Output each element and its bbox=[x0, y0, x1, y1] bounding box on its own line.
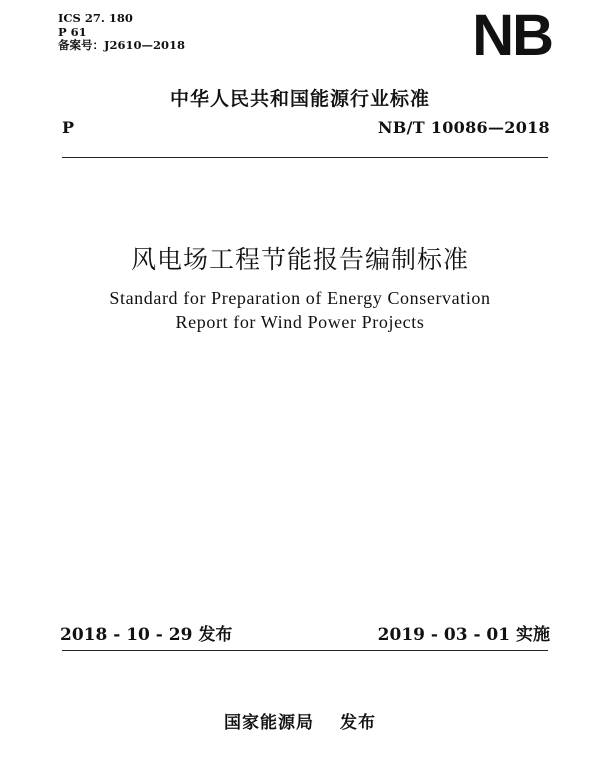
title-english bbox=[0, 286, 600, 334]
header-meta bbox=[58, 12, 185, 53]
issue-date: 2018 - 10 - 29 发布 bbox=[60, 625, 233, 645]
title-english-line1: Standard for Preparation of Energy Conservation bbox=[109, 288, 491, 308]
publisher-line bbox=[0, 708, 600, 733]
category-letter: P bbox=[62, 118, 75, 137]
nb-logo: NB bbox=[472, 3, 552, 68]
title-english-line2: Report for Wind Power Projects bbox=[175, 312, 425, 332]
standard-type: 中华人民共和国能源行业标准 bbox=[169, 88, 430, 110]
class-code: P 61 bbox=[58, 24, 87, 39]
ics-code: ICS 27. 180 bbox=[58, 11, 133, 25]
publisher-name: 国家能源局 bbox=[224, 713, 314, 733]
implementation-date: 2019 - 03 - 01 实施 bbox=[377, 625, 550, 645]
top-divider bbox=[62, 157, 548, 158]
title-chinese: 风电场工程节能报告编制标准 bbox=[130, 245, 469, 274]
record-number: 备案号：J2610—2018 bbox=[58, 38, 185, 52]
publisher-action: 发布 bbox=[340, 713, 376, 733]
standard-code: NB/T 10086—2018 bbox=[377, 118, 550, 137]
bottom-divider bbox=[62, 650, 548, 651]
